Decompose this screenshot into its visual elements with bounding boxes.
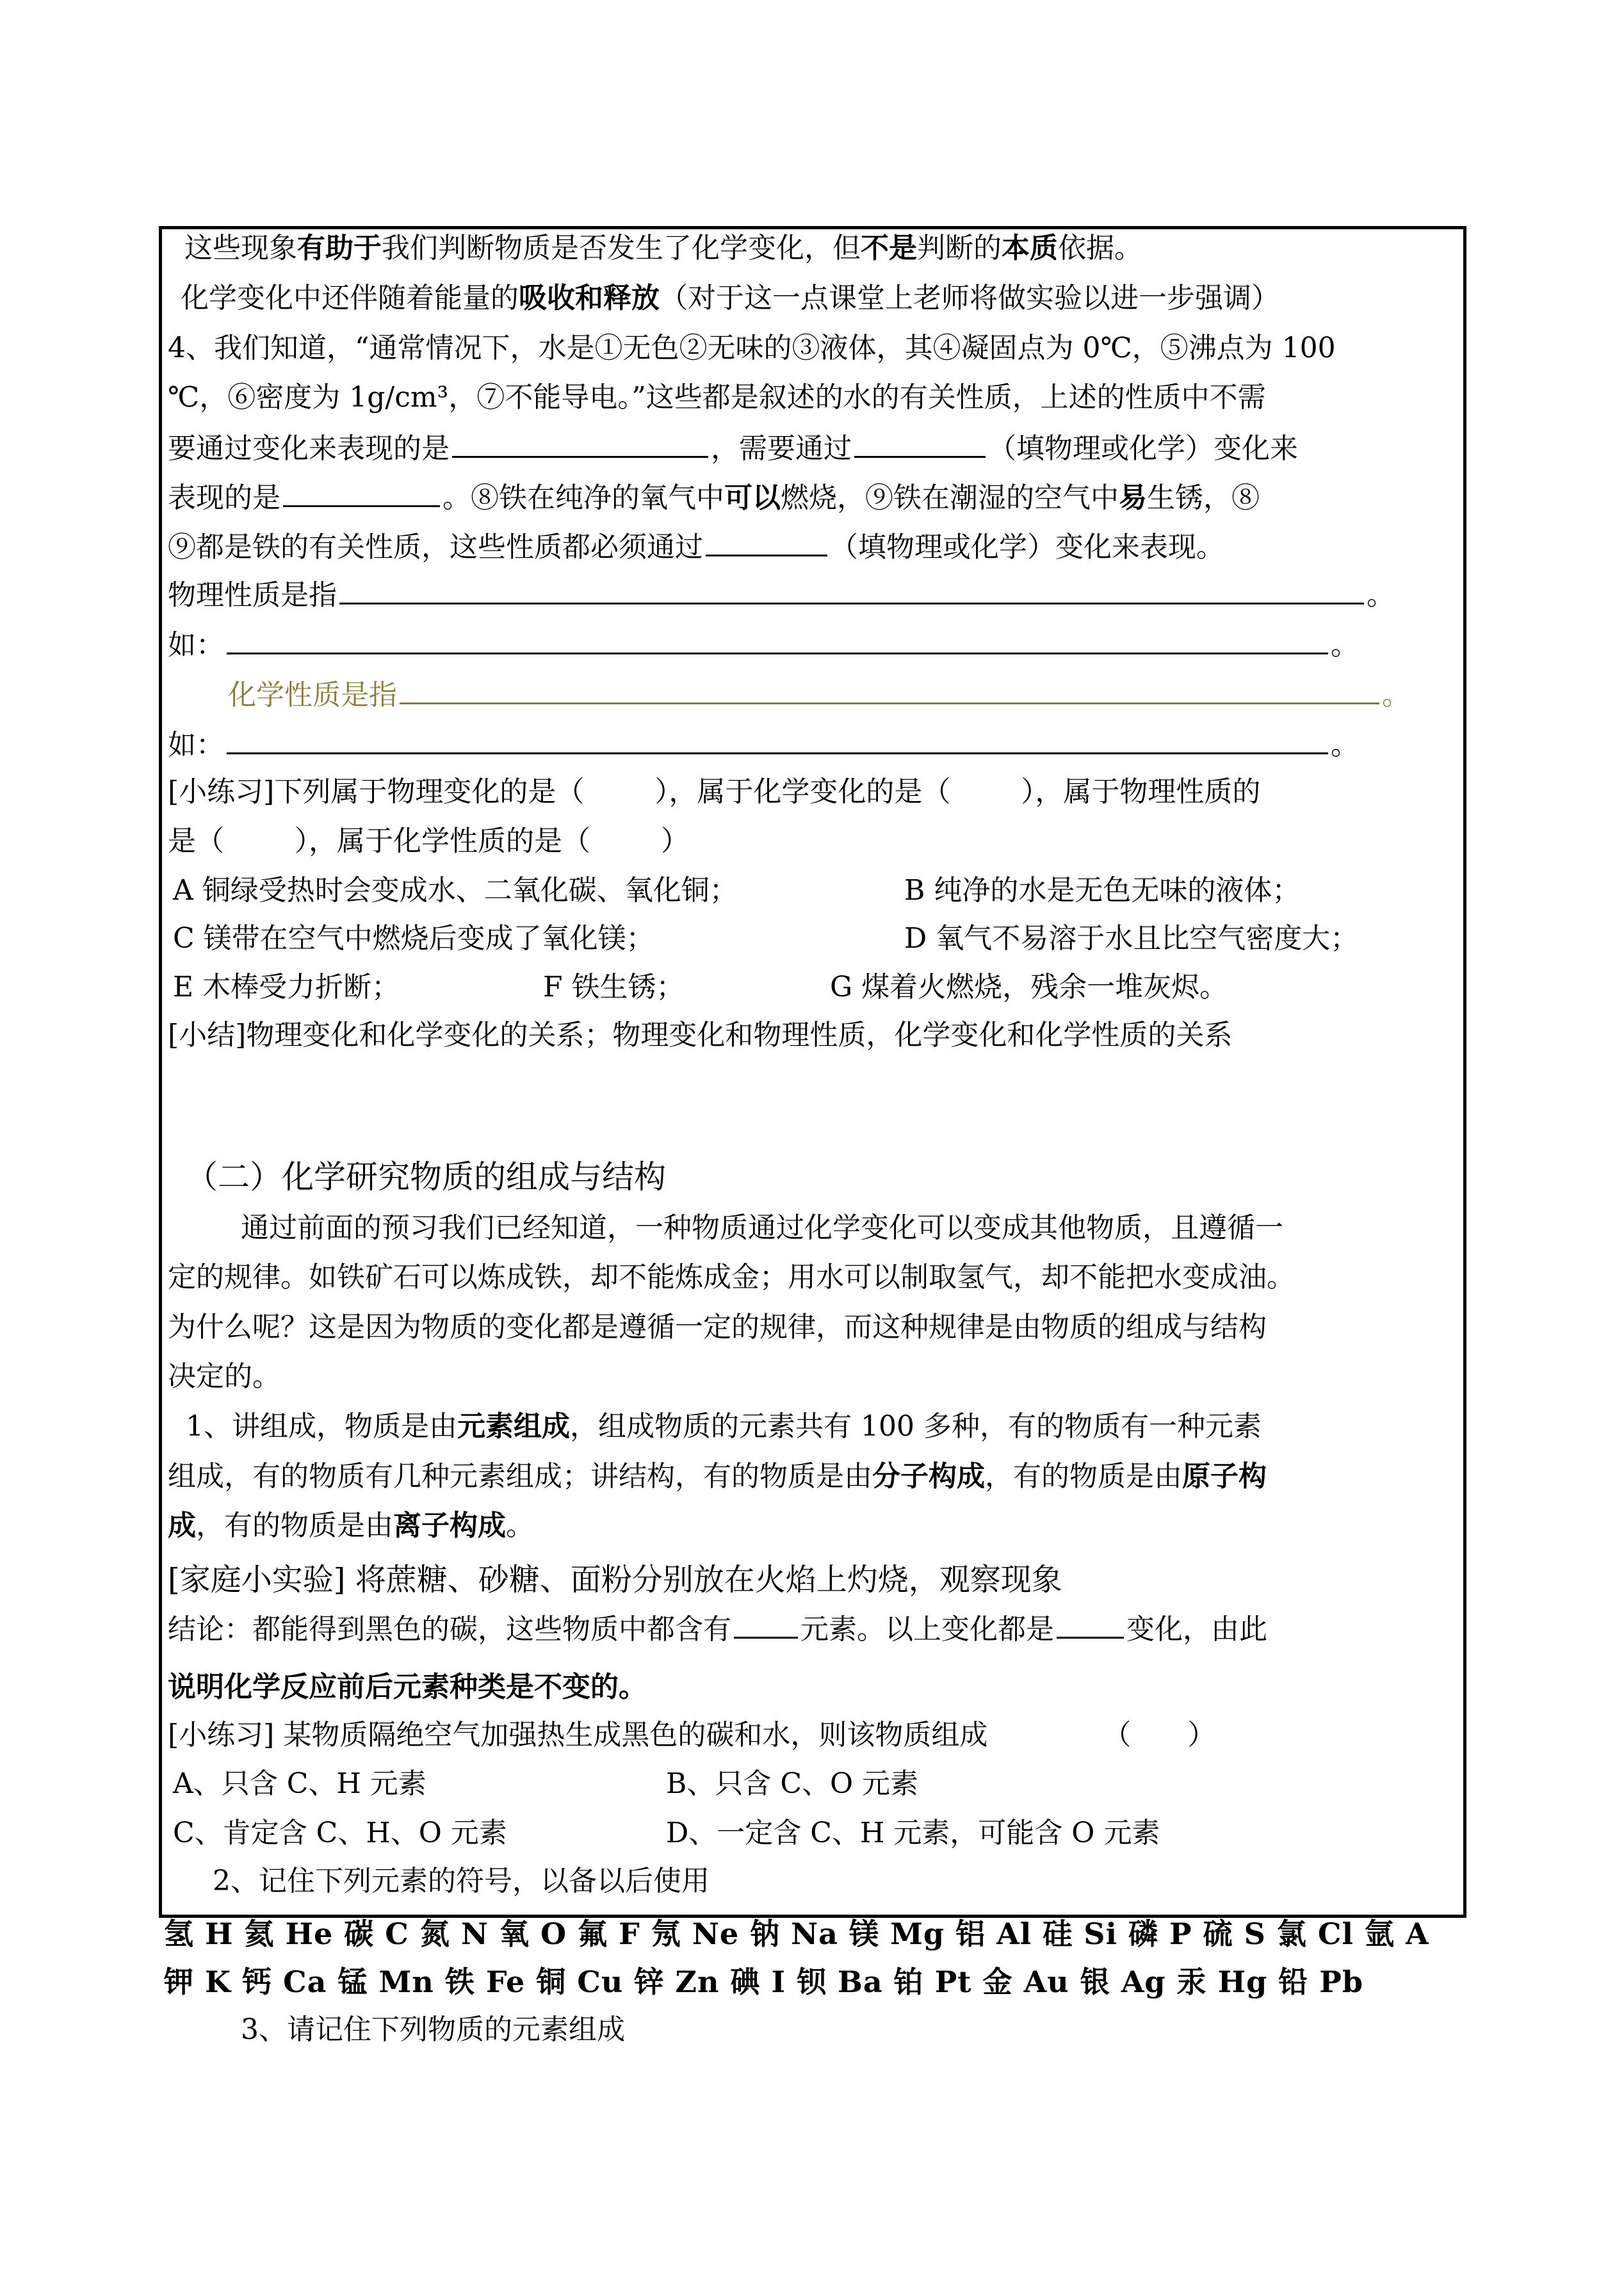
element-symbols-row-2: 钾 K 钙 Ca 锰 Mn 铁 Fe 铜 Cu 锌 Zn 碘 I 钡 Ba 铂 Pt 金 Au 银 Ag 汞 Hg 铅 Pb [164, 1965, 1364, 1999]
exercise-2-option-d: D、一定含 C、H 元素，可能含 O 元素 [666, 1817, 1160, 1849]
paragraph-line: 定的规律。如铁矿石可以炼成铁，却不能炼成金；用水可以制取氢气，却不能把水变成油。 [168, 1261, 1295, 1293]
exercise-1-question-line-1: [小练习]下列属于物理变化的是（ ），属于化学变化的是（ ），属于物理性质的 [168, 775, 1261, 808]
water-properties-line-3: 要通过变化来表现的是 ，需要通过 （填物理或化学）变化来 [168, 428, 1298, 468]
answer-blank[interactable] [227, 724, 1328, 754]
composition-line-1: 1、讲组成，物质是由元素组成，组成物质的元素共有 100 多种，有的物质有一种元素 [186, 1410, 1262, 1443]
iron-properties-line-2: ⑨都是铁的有关性质，这些性质都必须通过 （填物理或化学）变化来表现。 [168, 526, 1224, 567]
option-e: E 木棒受力折断； [173, 971, 400, 1003]
energy-line: 化学变化中还伴随着能量的吸收和释放（对于这一点课堂上老师将做实验以进一步强调） [181, 282, 1279, 314]
paragraph-line: 通过前面的预习我们已经知道，一种物质通过化学变化可以变成其他物质，且遵循一 [241, 1212, 1283, 1244]
section-heading: （二）化学研究物质的组成与结构 [186, 1158, 666, 1196]
option-f: F 铁生锈； [543, 971, 685, 1003]
answer-blank[interactable] [706, 526, 827, 556]
conclusion-bold: 说明化学反应前后元素种类是不变的。 [168, 1671, 647, 1703]
exercise-1-question-line-2: 是（ ），属于化学性质的是（ ） [168, 825, 689, 857]
option-g: G 煤着火燃烧，残余一堆灰烬。 [830, 971, 1228, 1003]
option-c: C 镁带在空气中燃烧后变成了氧化镁； [173, 922, 654, 955]
home-experiment: [家庭小实验] 将蔗糖、砂糖、面粉分别放在火焰上灼烧，观察现象 [168, 1562, 1062, 1598]
exercise-2-option-c: C、肯定含 C、H、O 元素 [173, 1817, 507, 1849]
option-d: D 氧气不易溶于水且比空气密度大； [904, 922, 1359, 955]
phenomena-line: 这些现象有助于我们判断物质是否发生了化学变化，但不是判断的本质依据。 [184, 232, 1142, 264]
exercise-2-option-a: A、只含 C、H 元素 [173, 1767, 426, 1800]
answer-blank[interactable] [452, 428, 708, 458]
remember-symbols-line: 2、记住下列元素的符号，以备以后使用 [213, 1865, 710, 1897]
element-symbols-row-1: 氢 H 氦 He 碳 C 氮 N 氧 O 氟 F 氖 Ne 钠 Na 镁 Mg 铝 Al 硅 Si 磷 P 硫 S 氯 Cl 氩 A [164, 1917, 1429, 1951]
answer-blank[interactable] [283, 477, 440, 507]
composition-line-3: 成，有的物质是由离子构成。 [168, 1509, 534, 1542]
physical-property-example: 如： 。 [168, 624, 1359, 665]
answer-blank[interactable] [339, 574, 1364, 604]
option-b: B 纯净的水是无色无味的液体； [904, 874, 1301, 907]
answer-blank[interactable] [734, 1609, 798, 1639]
chemical-property-example: 如： 。 [168, 724, 1359, 765]
composition-line-2: 组成，有的物质有几种元素组成；讲结构，有的物质是由分子构成，有的物质是由原子构 [168, 1460, 1267, 1493]
water-properties-line-2: ℃，⑥密度为 1g/cm³，⑦不能导电。”这些都是叙述的水的有关性质，上述的性质中不需 [168, 381, 1266, 414]
answer-blank[interactable] [1057, 1609, 1124, 1639]
paragraph-line: 为什么呢？这是因为物质的变化都是遵循一定的规律，而这种规律是由物质的组成与结构 [168, 1311, 1267, 1343]
answer-blank[interactable] [227, 624, 1328, 654]
physical-property-definition: 物理性质是指 。 [168, 574, 1395, 615]
exercise-2-question: [小练习] 某物质隔绝空气加强热生成黑色的碳和水，则该物质组成 （ ） [168, 1719, 1216, 1751]
answer-blank[interactable] [400, 674, 1379, 704]
option-a: A 铜绿受热时会变成水、二氧化碳、氧化铜； [173, 874, 738, 907]
answer-blank[interactable] [854, 428, 986, 458]
conclusion-line: 结论：都能得到黑色的碳，这些物质中都含有 元素。以上变化都是 变化，由此 [168, 1609, 1267, 1649]
water-properties-line-1: 4、我们知道，“通常情况下，水是①无色②无味的③液体，其④凝固点为 0℃，⑤沸点为 100 [168, 332, 1336, 364]
iron-properties-line-1: 表现的是 。⑧铁在纯净的氧气中可以燃烧，⑨铁在潮湿的空气中易生锈，⑧ [168, 477, 1260, 517]
chemical-property-definition: 化学性质是指 。 [228, 674, 1410, 715]
exercise-2-option-b: B、只含 C、O 元素 [666, 1767, 919, 1800]
paragraph-line: 决定的。 [168, 1360, 280, 1393]
summary-line: [小结]物理变化和化学变化的关系；物理变化和物理性质，化学变化和化学性质的关系 [168, 1019, 1233, 1051]
remember-composition-line: 3、请记住下列物质的元素组成 [241, 2013, 625, 2046]
